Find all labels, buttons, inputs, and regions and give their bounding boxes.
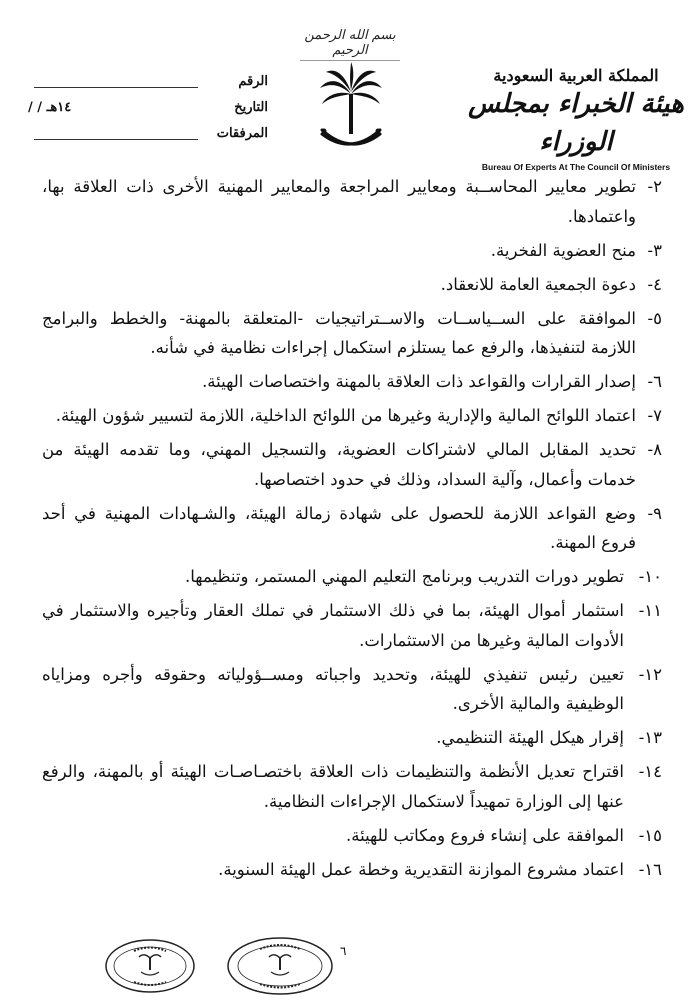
bismillah-header: بسم الله الرحمن الرحيم <box>300 28 400 61</box>
item-number: ١٥- <box>638 825 662 845</box>
item-number: ٥- <box>647 308 662 328</box>
organization-name-english: Bureau Of Experts At The Council Of Ministers <box>481 162 671 172</box>
list-item <box>42 562 662 592</box>
list-item <box>42 660 662 719</box>
document-body <box>42 172 662 889</box>
country-name: المملكة العربية السعودية <box>493 66 659 85</box>
date-value: / / ١٤هـ <box>28 99 72 115</box>
item-number: ١٠- <box>638 567 662 586</box>
item-text: اعتماد مشروع الموازنة التقديرية وخطة عمل الهيئة السنوية. <box>218 859 624 879</box>
item-text: إصدار القرارات والقواعد ذات العلاقة بالمهنة واختصاصات الهيئة. <box>202 372 636 391</box>
item-number: ٩- <box>647 503 662 523</box>
item-text: استثمار أموال الهيئة، بما في ذلك الاستثمار في تملك العقار وتأجيره والاستثمار في الأدوات المالية وغيرها من الاستثمارات. <box>42 601 624 650</box>
item-number: ١٦- <box>638 859 662 879</box>
official-seal-icon <box>104 938 196 994</box>
item-text: منح العضوية الفخرية. <box>490 240 636 260</box>
list-item <box>42 367 662 397</box>
item-text: الموافقة على إنشاء فروع ومكاتب للهيئة. <box>346 825 624 845</box>
item-number: ٨- <box>647 440 662 459</box>
attachments-line <box>34 127 198 140</box>
item-number: ١٣- <box>638 728 662 747</box>
reference-row <box>28 68 268 94</box>
item-number: ٣- <box>647 240 662 260</box>
attachments-row <box>28 120 268 146</box>
official-seal-icon <box>226 936 334 996</box>
list-item <box>42 435 662 494</box>
reference-label: الرقم <box>238 73 268 89</box>
item-number: ٤- <box>647 274 662 294</box>
date-row <box>28 94 268 120</box>
list-item <box>42 855 662 885</box>
date-label: التاريخ <box>234 99 268 115</box>
list-item <box>42 172 662 231</box>
item-text: وضع القواعد اللازمة للحصول على شهادة زمالة الهيئة، والشـهادات المهنية في أحد فروع المهنة. <box>42 503 636 552</box>
list-item <box>42 596 662 655</box>
item-number: ٢- <box>647 177 662 196</box>
item-number: ٧- <box>647 406 662 425</box>
item-text: اعتماد اللوائح المالية والإدارية وغيرها من اللوائح الداخلية، اللازمة لتسيير شؤون الهيئة. <box>55 406 636 425</box>
item-text: الموافقة على الســياســات والاســتراتيجيات -المتعلقة بالمهنة- والخطط والبرامج اللازمة لتنفيذها، والرفع عما يستلزم استكمال إجراءات نظامية في شأنه. <box>42 308 636 357</box>
item-number: ٦- <box>647 372 662 391</box>
item-number: ١٢- <box>638 664 662 684</box>
item-text: تحديد المقابل المالي لاشتراكات العضوية، والتسجيل المهني، وما تقدمه الهيئة من خدمات وأعمال، وآلية السداد، وذلك في حدود اختصاصها. <box>42 440 636 489</box>
list-item <box>42 757 662 816</box>
item-text: تعيين رئيس تنفيذي للهيئة، وتحديد واجباته ومســؤولياته وحقوقه وأجره ومزاياه الوظيفية والمالية الأخرى. <box>42 664 624 713</box>
attachments-label: المرفقات <box>216 125 268 141</box>
organization-block <box>462 66 690 172</box>
item-number: ١٤- <box>638 762 662 781</box>
list-item <box>42 821 662 851</box>
document-metadata <box>28 68 268 146</box>
list-item <box>42 723 662 753</box>
item-text: تطوير دورات التدريب وبرنامج التعليم المهني المستمر، وتنظيمها. <box>185 567 624 586</box>
item-number: ١١- <box>638 601 662 620</box>
item-text: إقرار هيكل الهيئة التنظيمي. <box>436 728 624 747</box>
list-item <box>42 236 662 266</box>
item-text: دعوة الجمعية العامة للانعقاد. <box>440 274 636 294</box>
list-item <box>42 270 662 300</box>
item-text: اقتراح تعديل الأنظمة والتنظيمات ذات العلاقة باختصـاصـات الهيئة أو بالمهنة، والرفع عنها إلى الوزارة تمهيداً لاستكمال الإجراءات النظامية. <box>42 762 624 811</box>
list-item <box>42 499 662 558</box>
organization-name-arabic: هيئة الخبراء بمجلس الوزراء <box>468 89 684 157</box>
reference-line <box>34 75 198 88</box>
saudi-emblem-icon <box>316 60 386 160</box>
item-text: تطوير معايير المحاســبة ومعايير المراجعة والمعايير المهنية الأخرى ذات العلاقة بها، واعتمادها. <box>42 177 636 226</box>
page-number: ٦ <box>340 944 347 958</box>
list-item <box>42 304 662 363</box>
list-item <box>42 401 662 431</box>
